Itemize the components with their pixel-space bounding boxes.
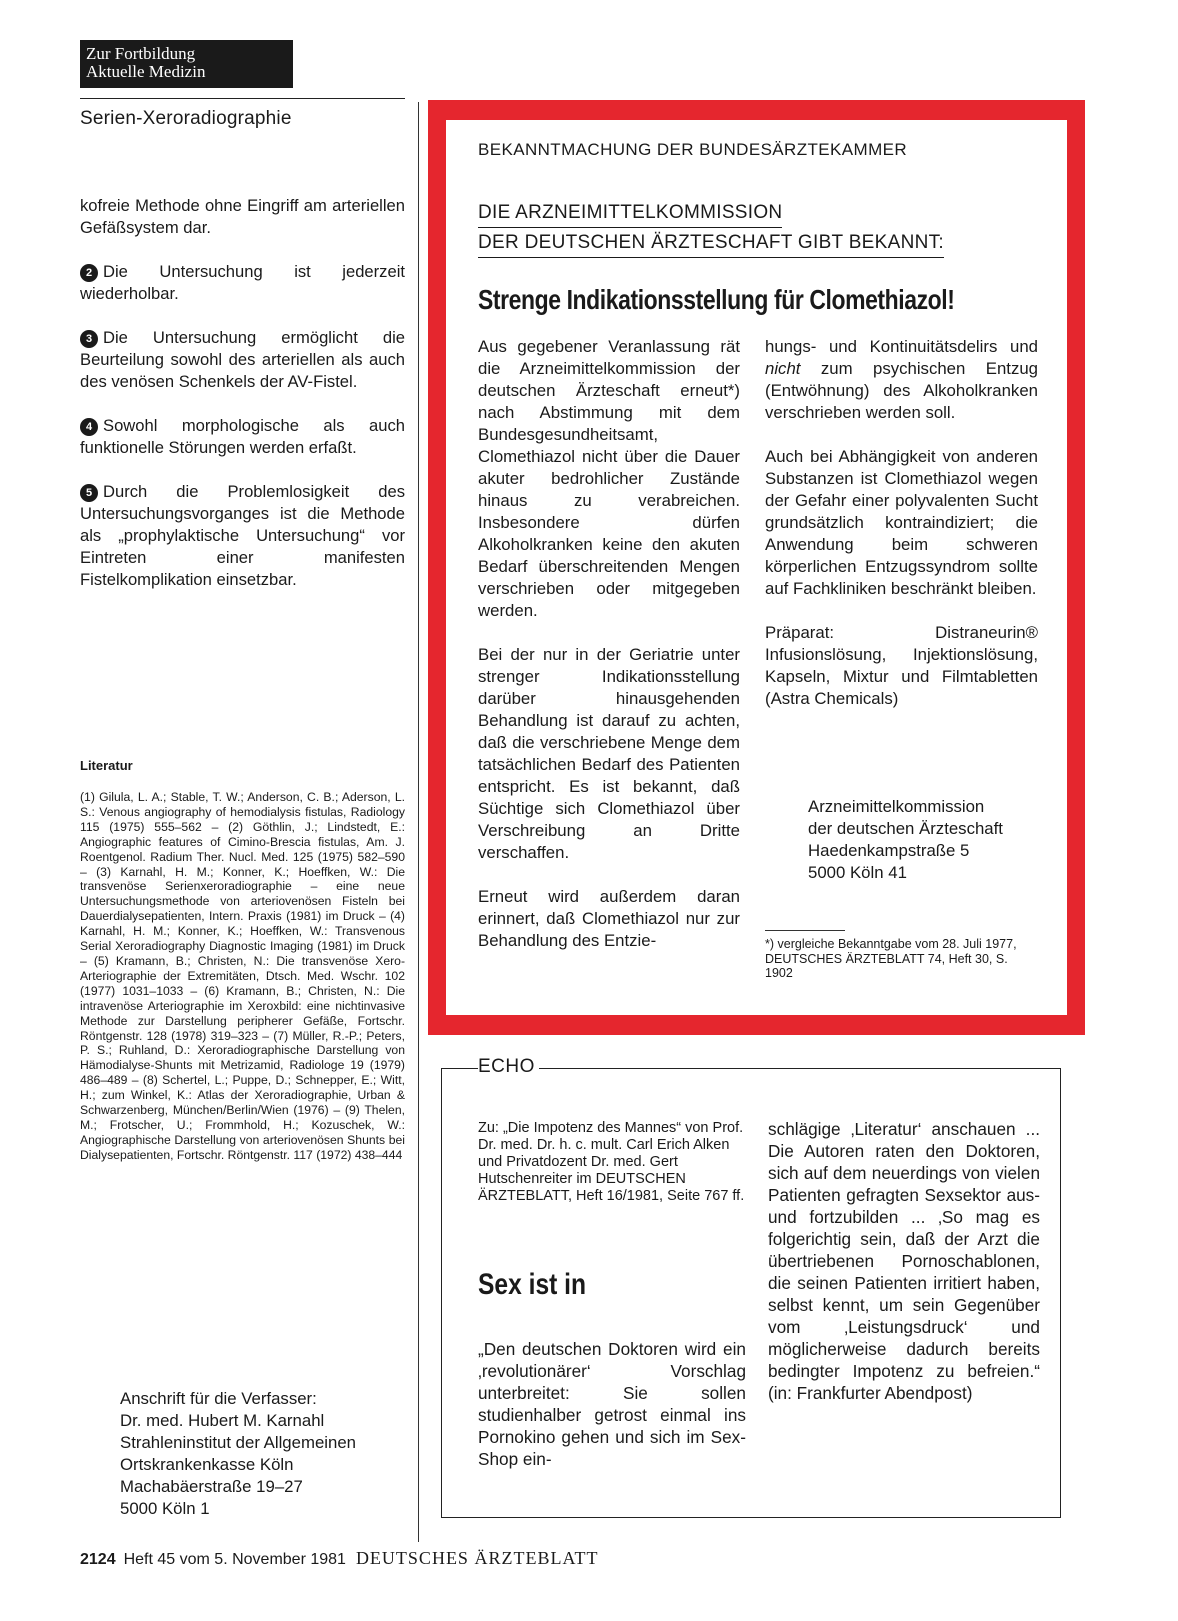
number-badge-icon: 2 — [80, 264, 98, 282]
echo-label: ECHO — [478, 1056, 539, 1078]
list-item — [80, 415, 405, 459]
issuer-line-1: DIE ARZNEIMITTELKOMMISSION — [478, 198, 782, 228]
left-article-text — [80, 195, 405, 613]
footnote-text: vergleiche Bekanntgabe vom 28. Juli 1977, DEUTSCHES ÄRZTEBLATT 74, Heft 30, S. 1902 — [765, 937, 1017, 980]
announcement-issuer — [478, 198, 944, 258]
paragraph: Auch bei Abhängigkeit von anderen Substanzen ist Clomethiazol wegen der Gefahr einer polyvalenten Sucht grundsätzlich kontraindiziert; die Anwendung beim schweren körperlichen Entzugssyndrom sollte auf Fachkliniken beschränkt bleiben. — [765, 447, 1038, 598]
page-footer — [80, 1548, 598, 1569]
list-item-text: Sowohl morphologische als auch funktionelle Störungen werden erfaßt. — [80, 416, 405, 457]
literature-heading: Literatur — [80, 758, 133, 773]
signature-line: Haedenkampstraße 5 — [808, 841, 970, 860]
address-line: 5000 Köln 1 — [120, 1499, 210, 1518]
number-badge-icon: 5 — [80, 484, 98, 502]
column-divider — [418, 102, 419, 1542]
page-number: 2124 — [80, 1551, 116, 1568]
signature-line: 5000 Köln 41 — [808, 863, 907, 882]
literature-references: (1) Gilula, L. A.; Stable, T. W.; Anderson, C. B.; Aderson, L. S.: Venous angiography of hemodialysis fistulas, Radiology 115 (1975) 555–562 – (2) Göthlin, J.; Lindstedt, E.: Angiographic features of Cimino-Brescia fistulas, Am. J. Roentgenol. Radium Ther. Nucl. Med. 125 (1975) 582–590 – (3) Karnahl, H. M.; Konner, K.; Hoeffken, W.: Die transvenöse Serienxeroradiographie – eine neue Untersuchungsmethode von arteriovenösen Fisteln bei Dauerdialysepatienten, Intern. Praxis (1981) im Druck – (4) Karnahl, H. M.; Konner, K.; Hoeffken, W.: Transvenous Serial Xeroradiography Diagnostic Imaging (1981) im Druck – (5) Kramann, B.; Christen, N.: Die transvenöse Xero-Arteriographie der Extremitäten, Dtsch. Med. Wschr. 102 (1977) 1031–1033 – (6) Kramann, B.; Christen, N.: Die intravenöse Arteriographie im Xeroxbild: eine nichtinvasive Methode zur Darstellung peripherer Gefäße, Fortschr. Röntgenstr. 128 (1978) 319–323 – (7) Müller, R.-P.; Peters, P. S.; Ruhland, D.: Xeroradiographische Darstellung von Hämodialyse-Shunts mit Metrizamid, Radiologe 19 (1979) 486–489 – (8) Schertel, L.; Puppe, D.; Schnepper, E.; Witt, H.; zum Winkel, K.: Atlas der Xeroradiographie, Urban & Schwarzenberg, München/Berlin/Wien (1976) – (9) Thelen, M.; Frotscher, U.; Frommhold, H.; Kozuschek, W.: Angiographische Darstellung von arteriovenösen Shunts bei Dialysepatienten, Fortschr. Röntgenstr. 117 (1972) 438–444 — [80, 790, 405, 1162]
paragraph — [765, 336, 1038, 424]
address-line: Anschrift für die Verfasser: — [120, 1389, 317, 1408]
number-badge-icon: 3 — [80, 330, 98, 348]
echo-headline: Sex ist in — [478, 1268, 587, 1301]
emphasis: nicht — [765, 359, 801, 378]
announcement-kicker: BEKANNTMACHUNG DER BUNDESÄRZTEKAMMER — [478, 140, 908, 159]
list-item — [80, 481, 405, 591]
paragraph-1: kofreie Methode ohne Eingriff am arteriellen Gefäßsystem dar. — [80, 196, 405, 237]
announcement-column-2 — [765, 336, 1038, 732]
paragraph: Aus gegebener Veranlassung rät die Arzneimittelkommission der deutschen Ärzteschaft erneut*) nach Abstimmung mit dem Bundesgesundheitsamt, Clomethiazol nicht über die Dauer akuter bedrohlicher Zustände hinaus zu verabreichen. Insbesondere dürfen Alkoholkranken keine den akuten Bedarf überschreitenden Mengen verschrieben oder mitgegeben werden. — [478, 337, 740, 620]
left-divider — [80, 98, 405, 99]
masthead: DEUTSCHES ÄRZTEBLATT — [355, 1548, 599, 1568]
list-item — [80, 327, 405, 393]
rubric-line-2: Aktuelle Medizin — [86, 62, 206, 81]
list-item-text: Die Untersuchung ist jederzeit wiederholbar. — [80, 262, 405, 303]
announcement-headline: Strenge Indikationsstellung für Clomethiazol! — [478, 284, 955, 315]
address-line: Dr. med. Hubert M. Karnahl — [120, 1411, 325, 1430]
list-item-text: Die Untersuchung ermöglicht die Beurteilung sowohl des arteriellen als auch des venösen Schenkels der AV-Fistel. — [80, 328, 405, 391]
paragraph: Bei der nur in der Geriatrie unter strenger Indikationsstellung darüber hinausgehenden Behandlung ist darauf zu achten, daß die verschriebene Menge dem tatsächlichen Bedarf des Patienten entspricht. Es ist bekannt, daß Süchtige sich Clomethiazol über Verschreibung an Dritte verschaffen. — [478, 645, 740, 862]
author-address — [120, 1388, 415, 1520]
announcement-column-1 — [478, 336, 740, 974]
address-line: Ortskrankenkasse Köln — [120, 1455, 294, 1474]
echo-quote-part-1: „Den deutschen Doktoren wird ein ‚revolutionärer‘ Vorschlag unterbreitet: Sie sollen studienhalber getrost einmal ins Pornokino gehen und sich im Sex-Shop ein- — [478, 1339, 746, 1469]
echo-intro: Zu: „Die Impotenz des Mannes“ von Prof. Dr. med. Dr. h. c. mult. Carl Erich Alken und Privatdozent Dr. med. Gert Hutschenreiter im DEUTSCHEN ÄRZTEBLATT, Heft 16/1981, Seite 767 ff. — [478, 1120, 745, 1204]
signature-line: Arzneimittelkommission — [808, 797, 985, 816]
list-item-text: Durch die Problemlosigkeit des Untersuchungsvorganges ist die Methode als „prophylaktische Untersuchung“ vor Eintreten einer manifesten Fistelkomplikation einsetzbar. — [80, 482, 405, 589]
rubric-line-1: Zur Fortbildung — [86, 44, 196, 63]
number-badge-icon: 4 — [80, 418, 98, 436]
paragraph: Präparat: Distraneurin® Infusionslösung, Injektionslösung, Kapseln, Mixtur und Filmtabletten (Astra Chemicals) — [765, 623, 1038, 708]
issue-info: Heft 45 vom 5. November 1981 — [123, 1551, 346, 1568]
footnote-mark: *) — [765, 937, 775, 951]
signature-block — [808, 796, 1003, 884]
text-run: hungs- und Kontinuitätsdelirs und — [765, 337, 1038, 356]
footnote — [765, 937, 1037, 981]
signature-line: der deutschen Ärzteschaft — [808, 819, 1003, 838]
rubric-box — [80, 40, 293, 88]
text-run: zum psychischen Entzug (Entwöhnung) des Alkoholkranken verschrieben werden soll. — [765, 359, 1038, 422]
footnote-rule — [765, 930, 845, 931]
address-line: Strahleninstitut der Allgemeinen — [120, 1433, 357, 1452]
paragraph: Erneut wird außerdem daran erinnert, daß Clomethiazol nur zur Behandlung des Entzie- — [478, 887, 740, 950]
issuer-line-2: DER DEUTSCHEN ÄRZTESCHAFT GIBT BEKANNT: — [478, 228, 944, 258]
echo-quote-part-2: schlägige ‚Literatur‘ anschauen ... Die Autoren raten den Doktoren, sich auf dem neuerdings von vielen Patienten gefragten Sexsektor aus- und fortzubilden ... ‚So mag es folgerichtig sein, daß der Arzt die übertriebenen Pornoschablonen, die seinen Patienten irritiert haben, selbst kennt, um sein Gegenüber vom ‚Leistungsdruck‘ und möglicherweise dadurch bereits bedingter Impotenz zu befreien.“ (in: Frankfurter Abendpost) — [768, 1119, 1040, 1403]
address-line: Machabäerstraße 19–27 — [120, 1477, 303, 1496]
list-item — [80, 261, 405, 305]
section-title: Serien-Xeroradiographie — [80, 108, 292, 129]
